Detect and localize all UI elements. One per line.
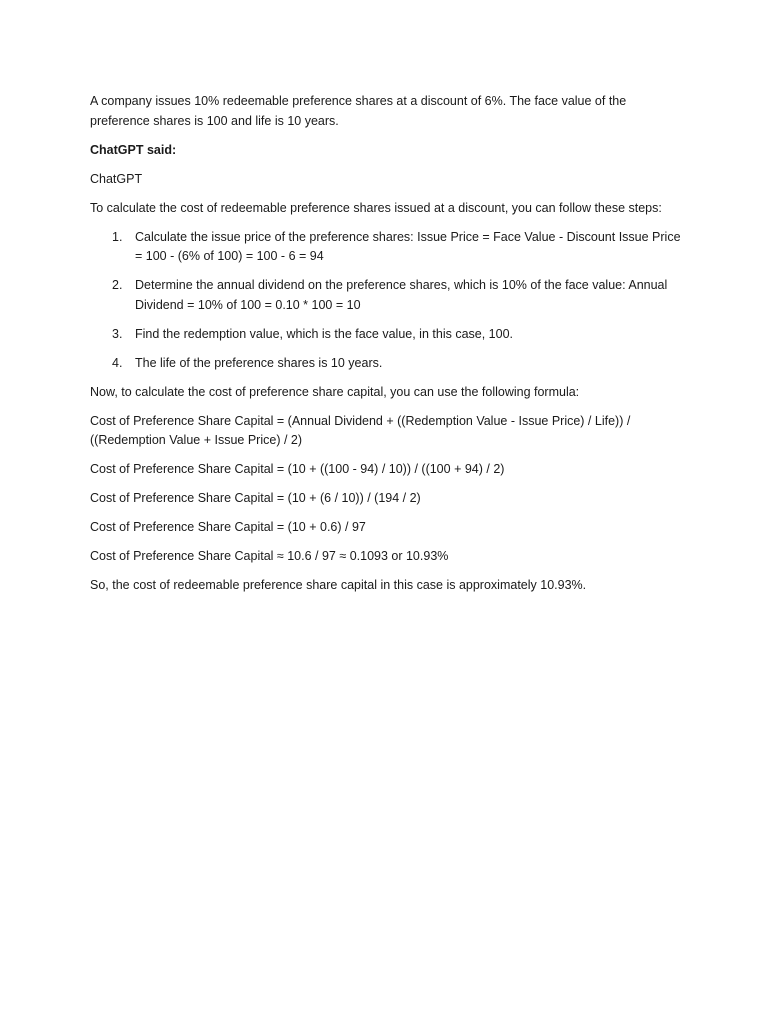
formula-intro: Now, to calculate the cost of preference share capital, you can use the following formula:: [90, 384, 580, 399]
list-item-number: 1.: [112, 229, 123, 244]
formula-line: Cost of Preference Share Capital ≈ 10.6 / 97 ≈ 0.1093 or 10.93%: [90, 549, 449, 563]
list-item: [90, 228, 685, 267]
list-item-number: 2.: [112, 278, 123, 292]
list-item: [90, 325, 685, 345]
formula-line: Cost of Preference Share Capital = (10 + (6 / 10)) / (194 / 2): [90, 491, 421, 505]
list-item-text: Determine the annual dividend on the preference shares, which is 10% of the face value: Annual Dividend = 10% of 100 = 0.10 * 100 = 10: [135, 278, 668, 312]
list-item-text: The life of the preference shares is 10 years.: [135, 355, 383, 370]
list-item-text: Find the redemption value, which is the face value, in this case, 100.: [135, 326, 513, 341]
formula-line: Cost of Preference Share Capital = (10 + 0.6) / 97: [90, 520, 366, 534]
steps-list: [90, 228, 685, 374]
answer-lead: To calculate the cost of redeemable preference shares issued at a discount, you can follow these steps:: [90, 200, 662, 215]
list-item-number: 3.: [112, 326, 123, 341]
formula-line: Cost of Preference Share Capital = (Annual Dividend + ((Redemption Value - Issue Price) / Life)) / ((Redemption Value + Issue Price) / 2): [90, 413, 631, 447]
formula-line: Cost of Preference Share Capital = (10 + ((100 - 94) / 10)) / ((100 + 94) / 2): [90, 462, 505, 476]
list-item: [90, 354, 685, 374]
conclusion-text: So, the cost of redeemable preference share capital in this case is approximately 10.93%.: [90, 578, 587, 592]
speaker-name: ChatGPT: [90, 171, 143, 186]
list-item-number: 4.: [112, 355, 123, 370]
list-item: [90, 276, 685, 315]
document-body: [90, 92, 685, 605]
speaker-label: ChatGPT said:: [90, 142, 177, 157]
question-text: A company issues 10% redeemable preference shares at a discount of 6%. The face value of the preference shares is 100 and life is 10 years.: [90, 94, 627, 128]
list-item-text: Calculate the issue price of the preference shares: Issue Price = Face Value - Discount Issue Price = 100 - (6% of 100) = 100 - 6 = 94: [135, 229, 681, 263]
